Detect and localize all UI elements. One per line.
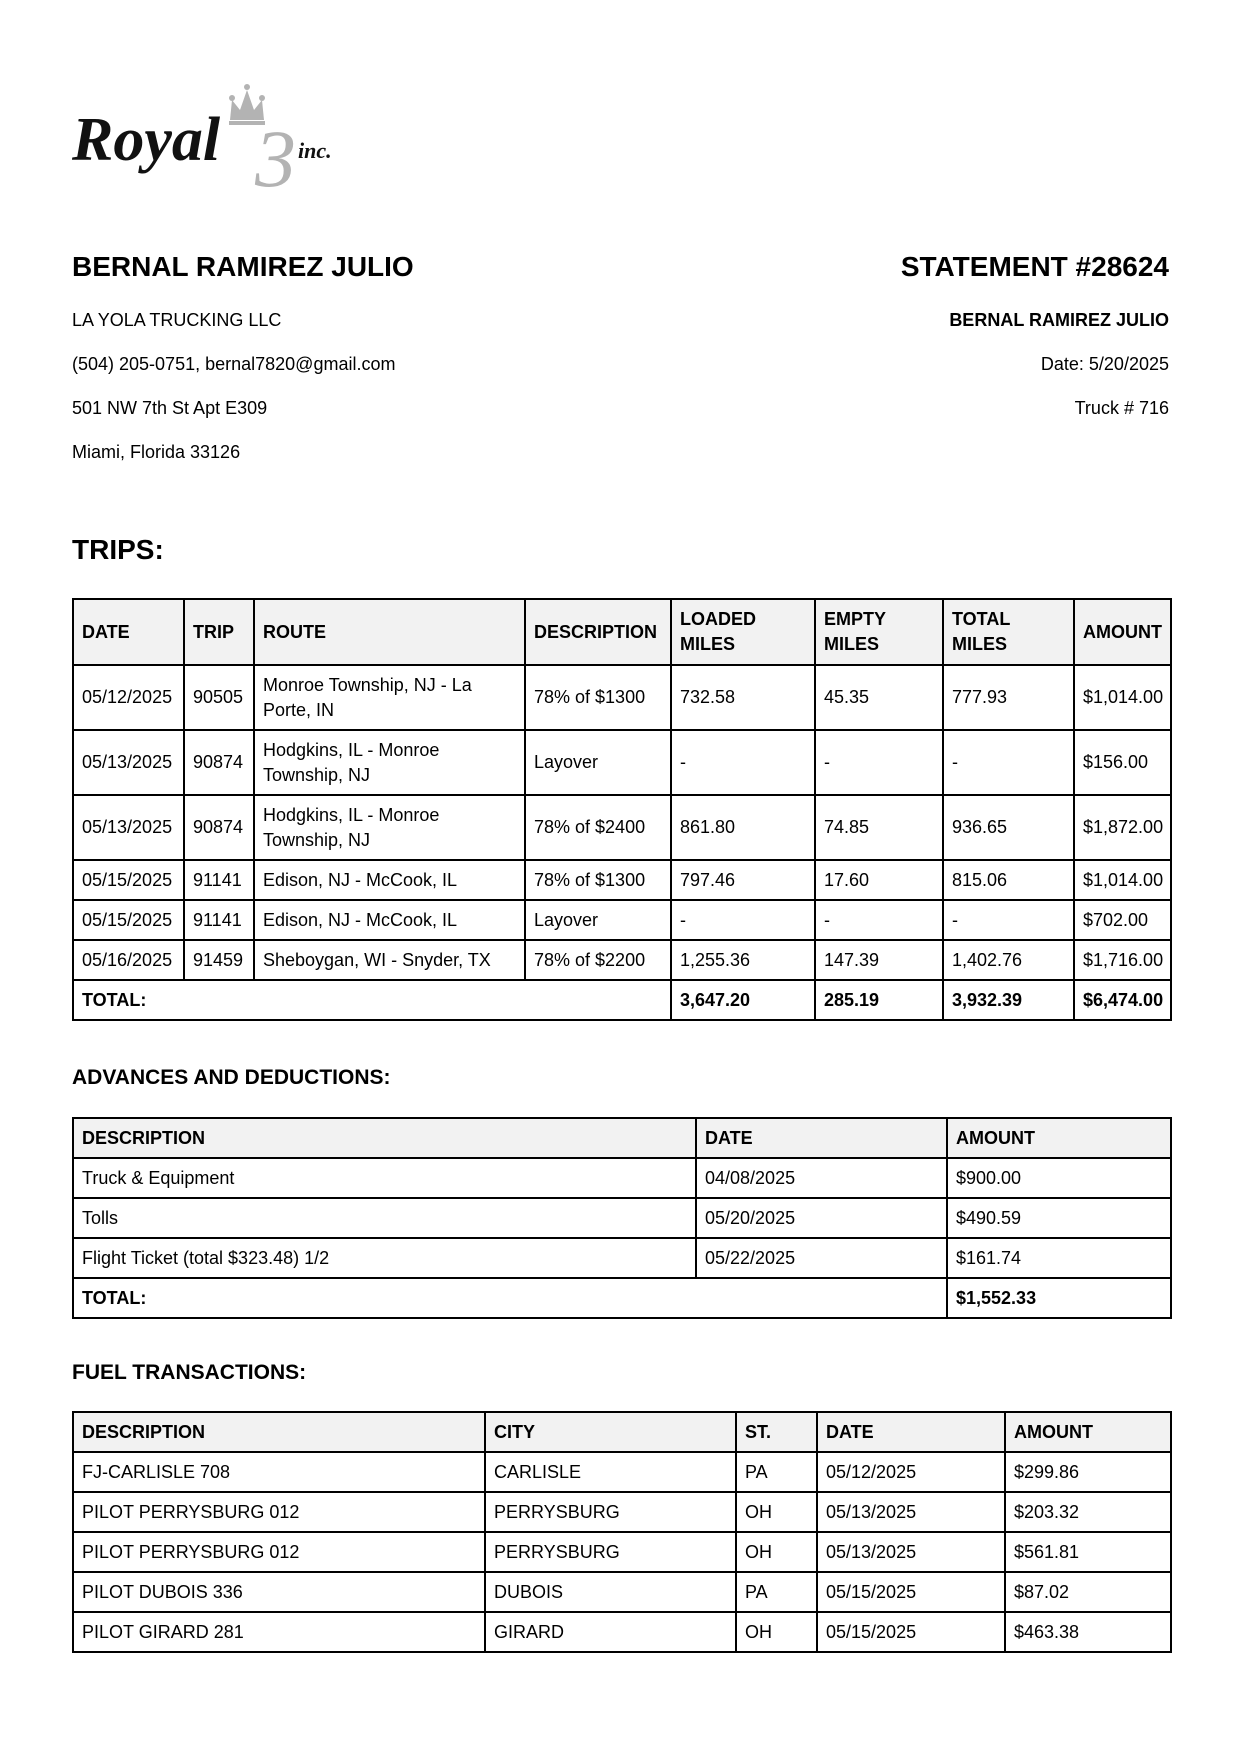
cell-description: PILOT PERRYSBURG 012 xyxy=(73,1492,485,1532)
cell-amount: $1,014.00 xyxy=(1074,665,1171,730)
col-date: DATE xyxy=(73,599,184,665)
cell-city: GIRARD xyxy=(485,1612,736,1652)
col-description: DESCRIPTION xyxy=(73,1412,485,1452)
advances-total-row xyxy=(73,1278,1171,1318)
cell-loaded-miles: - xyxy=(671,730,815,795)
cell-date: 05/13/2025 xyxy=(817,1532,1005,1572)
cell-trip: 91459 xyxy=(184,940,254,980)
cell-route: Edison, NJ - McCook, IL xyxy=(254,860,525,900)
cell-empty-miles: - xyxy=(815,900,943,940)
col-description: DESCRIPTION xyxy=(73,1118,696,1158)
statement-info xyxy=(609,250,1169,419)
cell-loaded-miles: 1,255.36 xyxy=(671,940,815,980)
trips-heading: TRIPS: xyxy=(72,534,164,565)
cell-trip: 90874 xyxy=(184,795,254,860)
cell-description: 78% of $1300 xyxy=(525,860,671,900)
cell-amount: $87.02 xyxy=(1005,1572,1171,1612)
cell-city: CARLISLE xyxy=(485,1452,736,1492)
driver-address-line1: 501 NW 7th St Apt E309 xyxy=(72,398,268,418)
cell-route: Hodgkins, IL - Monroe Township, NJ xyxy=(254,795,525,860)
cell-amount: $561.81 xyxy=(1005,1532,1171,1572)
statement-truck: Truck # 716 xyxy=(1074,398,1169,418)
col-description: DESCRIPTION xyxy=(525,599,671,665)
cell-empty-miles: 17.60 xyxy=(815,860,943,900)
table-row xyxy=(73,940,1171,980)
table-row xyxy=(73,1612,1171,1652)
cell-trip: 90874 xyxy=(184,730,254,795)
cell-empty-miles: - xyxy=(815,730,943,795)
advances-header-row xyxy=(73,1118,1171,1158)
cell-loaded-miles: 861.80 xyxy=(671,795,815,860)
cell-total-miles: 815.06 xyxy=(943,860,1074,900)
cell-date: 05/20/2025 xyxy=(696,1198,947,1238)
cell-route: Monroe Township, NJ - La Porte, IN xyxy=(254,665,525,730)
cell-city: PERRYSBURG xyxy=(485,1532,736,1572)
table-row xyxy=(73,1492,1171,1532)
cell-route: Hodgkins, IL - Monroe Township, NJ xyxy=(254,730,525,795)
table-row xyxy=(73,1158,1171,1198)
cell-amount: $702.00 xyxy=(1074,900,1171,940)
cell-amount: $1,872.00 xyxy=(1074,795,1171,860)
cell-empty-miles: 147.39 xyxy=(815,940,943,980)
cell-description: Layover xyxy=(525,900,671,940)
fuel-header-row xyxy=(73,1412,1171,1452)
driver-address-line2: Miami, Florida 33126 xyxy=(72,442,241,462)
cell-loaded-miles: 797.46 xyxy=(671,860,815,900)
cell-date: 05/12/2025 xyxy=(817,1452,1005,1492)
table-row xyxy=(73,900,1171,940)
cell-total-miles: - xyxy=(943,900,1074,940)
table-row xyxy=(73,1572,1171,1612)
cell-trip: 91141 xyxy=(184,860,254,900)
col-total-miles: TOTAL MILES xyxy=(943,599,1074,665)
cell-empty-miles: 45.35 xyxy=(815,665,943,730)
advances-table xyxy=(72,1117,1172,1319)
cell-date: 05/22/2025 xyxy=(696,1238,947,1278)
cell-state: PA xyxy=(736,1452,817,1492)
cell-description: Truck & Equipment xyxy=(73,1158,696,1198)
cell-date: 05/13/2025 xyxy=(73,730,184,795)
fuel-table xyxy=(72,1411,1172,1653)
cell-state: PA xyxy=(736,1572,817,1612)
table-row xyxy=(73,665,1171,730)
advances-heading: ADVANCES AND DEDUCTIONS: xyxy=(72,1066,391,1089)
col-date: DATE xyxy=(696,1118,947,1158)
col-amount: AMOUNT xyxy=(947,1118,1171,1158)
cell-date: 05/12/2025 xyxy=(73,665,184,730)
cell-date: 05/15/2025 xyxy=(73,860,184,900)
col-amount: AMOUNT xyxy=(1005,1412,1171,1452)
table-row xyxy=(73,730,1171,795)
logo-numeral: 3 xyxy=(255,113,296,193)
col-loaded-miles: LOADED MILES xyxy=(671,599,815,665)
col-amount: AMOUNT xyxy=(1074,599,1171,665)
cell-date: 05/16/2025 xyxy=(73,940,184,980)
cell-amount: $299.86 xyxy=(1005,1452,1171,1492)
cell-description: PILOT DUBOIS 336 xyxy=(73,1572,485,1612)
trips-total-miles: 3,932.39 xyxy=(943,980,1074,1020)
cell-date: 05/13/2025 xyxy=(73,795,184,860)
cell-amount: $156.00 xyxy=(1074,730,1171,795)
table-row xyxy=(73,1452,1171,1492)
cell-empty-miles: 74.85 xyxy=(815,795,943,860)
cell-date: 05/15/2025 xyxy=(817,1612,1005,1652)
table-row xyxy=(73,795,1171,860)
royal3-logo xyxy=(72,78,392,193)
cell-amount: $900.00 xyxy=(947,1158,1171,1198)
statement-title: STATEMENT #28624 xyxy=(900,251,1169,282)
col-date: DATE xyxy=(817,1412,1005,1452)
driver-name: BERNAL RAMIREZ JULIO xyxy=(72,251,414,282)
cell-description: PILOT PERRYSBURG 012 xyxy=(73,1532,485,1572)
logo-suffix: inc. xyxy=(298,138,332,163)
col-city: CITY xyxy=(485,1412,736,1452)
cell-total-miles: 777.93 xyxy=(943,665,1074,730)
trips-total-label: TOTAL: xyxy=(73,980,671,1020)
cell-amount: $161.74 xyxy=(947,1238,1171,1278)
cell-state: OH xyxy=(736,1492,817,1532)
cell-date: 05/13/2025 xyxy=(817,1492,1005,1532)
cell-loaded-miles: 732.58 xyxy=(671,665,815,730)
table-row xyxy=(73,1238,1171,1278)
col-route: ROUTE xyxy=(254,599,525,665)
cell-total-miles: - xyxy=(943,730,1074,795)
cell-amount: $1,716.00 xyxy=(1074,940,1171,980)
col-trip: TRIP xyxy=(184,599,254,665)
cell-loaded-miles: - xyxy=(671,900,815,940)
cell-state: OH xyxy=(736,1532,817,1572)
driver-contact: (504) 205-0751, bernal7820@gmail.com xyxy=(72,354,396,374)
advances-total-amount: $1,552.33 xyxy=(947,1278,1171,1318)
driver-info xyxy=(72,250,632,463)
cell-total-miles: 936.65 xyxy=(943,795,1074,860)
cell-description: 78% of $2200 xyxy=(525,940,671,980)
cell-description: Flight Ticket (total $323.48) 1/2 xyxy=(73,1238,696,1278)
cell-trip: 91141 xyxy=(184,900,254,940)
statement-name: BERNAL RAMIREZ JULIO xyxy=(949,310,1169,330)
col-state: ST. xyxy=(736,1412,817,1452)
driver-company: LA YOLA TRUCKING LLC xyxy=(72,310,282,330)
cell-city: PERRYSBURG xyxy=(485,1492,736,1532)
cell-description: 78% of $2400 xyxy=(525,795,671,860)
cell-amount: $1,014.00 xyxy=(1074,860,1171,900)
cell-description: FJ-CARLISLE 708 xyxy=(73,1452,485,1492)
cell-city: DUBOIS xyxy=(485,1572,736,1612)
trips-total-loaded: 3,647.20 xyxy=(671,980,815,1020)
trips-header-row xyxy=(73,599,1171,665)
cell-date: 05/15/2025 xyxy=(73,900,184,940)
cell-amount: $203.32 xyxy=(1005,1492,1171,1532)
cell-description: 78% of $1300 xyxy=(525,665,671,730)
cell-description: Tolls xyxy=(73,1198,696,1238)
statement-date: Date: 5/20/2025 xyxy=(1040,354,1169,374)
logo-wordmark: Royal xyxy=(72,106,221,174)
cell-total-miles: 1,402.76 xyxy=(943,940,1074,980)
cell-amount: $490.59 xyxy=(947,1198,1171,1238)
cell-description: PILOT GIRARD 281 xyxy=(73,1612,485,1652)
table-row xyxy=(73,860,1171,900)
table-row xyxy=(73,1198,1171,1238)
cell-amount: $463.38 xyxy=(1005,1612,1171,1652)
cell-route: Edison, NJ - McCook, IL xyxy=(254,900,525,940)
advances-total-label: TOTAL: xyxy=(73,1278,947,1318)
cell-date: 05/15/2025 xyxy=(817,1572,1005,1612)
fuel-heading: FUEL TRANSACTIONS: xyxy=(72,1361,307,1384)
trips-total-empty: 285.19 xyxy=(815,980,943,1020)
col-empty-miles: EMPTY MILES xyxy=(815,599,943,665)
cell-state: OH xyxy=(736,1612,817,1652)
cell-route: Sheboygan, WI - Snyder, TX xyxy=(254,940,525,980)
cell-trip: 90505 xyxy=(184,665,254,730)
cell-date: 04/08/2025 xyxy=(696,1158,947,1198)
trips-total-amount: $6,474.00 xyxy=(1074,980,1171,1020)
cell-description: Layover xyxy=(525,730,671,795)
table-row xyxy=(73,1532,1171,1572)
trips-total-row xyxy=(73,980,1171,1020)
trips-table xyxy=(72,598,1172,1021)
